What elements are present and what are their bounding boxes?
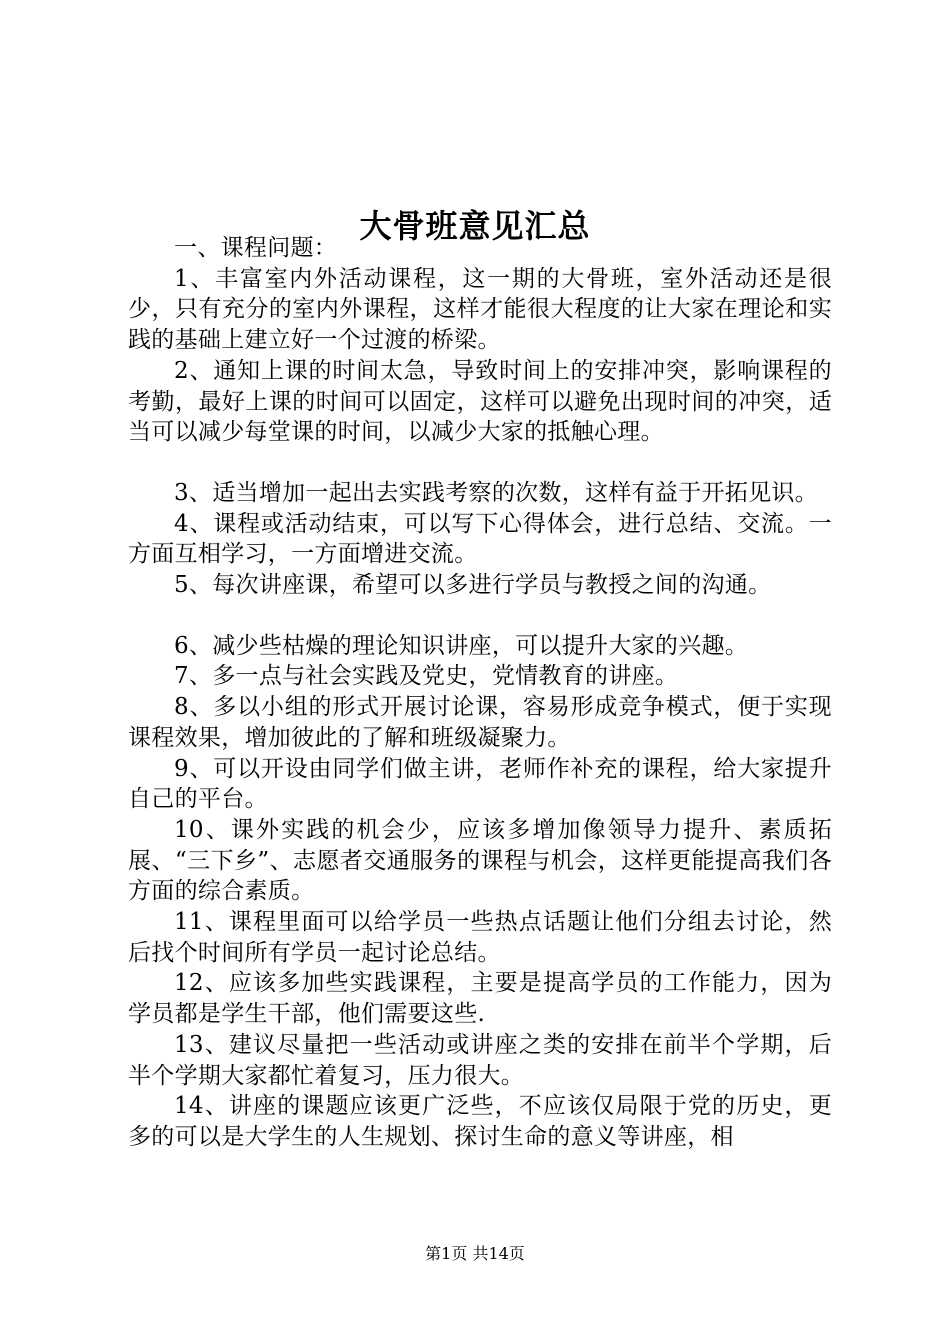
document-body: [128, 233, 832, 1153]
paragraph-item-1: 1、丰富室内外活动课程，这一期的大骨班，室外活动还是很少，只有充分的室内外课程，这样才能很大程度的让大家在理论和实践的基础上建立好一个过渡的桥梁。: [128, 265, 832, 354]
paragraph-item-14: 14、讲座的课题应该更广泛些，不应该仅局限于党的历史，更多的可以是大学生的人生规划、探讨生命的意义等讲座，相: [128, 1093, 832, 1150]
paragraph-item-3: 3、适当增加一起出去实践考察的次数，这样有益于开拓见识。: [174, 479, 819, 506]
paragraph-item-13: 13、建议尽量把一些活动或讲座之类的安排在前半个学期，后半个学期大家都忙着复习，压力很大。: [128, 1031, 832, 1089]
paragraph-item-7: 7、多一点与社会实践及党史，党情教育的讲座。: [174, 663, 679, 690]
paragraph-item-2: 2、通知上课的时间太急，导致时间上的安排冲突，影响课程的考勤，最好上课的时间可以固定，这样可以避免出现时间的冲突，适当可以减少每堂课的时间，以减少大家的抵触心理。: [128, 357, 832, 446]
paragraph-item-8: 8、多以小组的形式开展讨论课，容易形成竞争模式，便于实现课程效果，增加彼此的了解和班级凝聚力。: [128, 694, 832, 751]
paragraph-item-11: 11、课程里面可以给学员一些热点话题让他们分组去讨论，然后找个时间所有学员一起讨论总结。: [128, 909, 832, 966]
paragraph-item-4: 4、课程或活动结束，可以写下心得体会，进行总结、交流。一方面互相学习，一方面增进交流。: [128, 510, 832, 568]
section-heading: 一、课程问题：: [174, 235, 338, 261]
paragraph-item-6: 6、减少些枯燥的理论知识讲座，可以提升大家的兴趣。: [174, 632, 749, 659]
page-indicator: 第1页 共14页: [425, 1244, 525, 1263]
paragraph-item-5: 5、每次讲座课，希望可以多进行学员与教授之间的沟通。: [174, 572, 772, 599]
paragraph-item-9: 9、可以开设由同学们做主讲，老师作补充的课程，给大家提升自己的平台。: [128, 755, 832, 813]
document-title: 大骨班意见汇总: [359, 207, 591, 246]
paragraph-item-10: 10、课外实践的机会少，应该多增加像领导力提升、素质拓展、“三下乡”、志愿者交通服务的课程与机会，这样更能提高我们各方面的综合素质。: [128, 816, 832, 905]
paragraph-item-12: 12、应该多加些实践课程，主要是提高学员的工作能力，因为学员都是学生干部，他们需要这些.: [128, 970, 832, 1028]
